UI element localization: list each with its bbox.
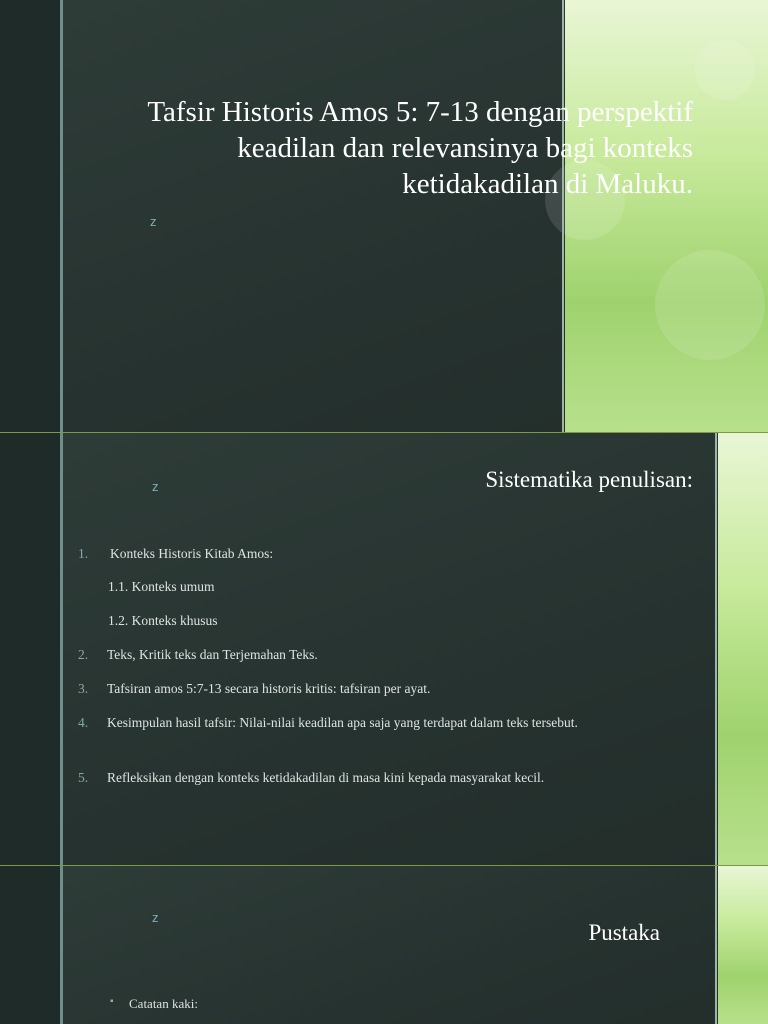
panel-divider-line [562,0,564,432]
z-mark: z [150,214,157,229]
green-side-panel [718,866,768,1024]
square-bullet-icon: ▪ [110,996,114,1007]
decor-circle [695,40,755,100]
list-text: Refleksikan dengan konteks ketidakadilan di masa kini kepada masyarakat kecil. [107,770,545,785]
list-text: Konteks Historis Kitab Amos: [110,546,274,561]
left-band [0,433,60,865]
panel-divider-line [715,866,717,1024]
list-number: 4. [78,715,89,730]
panel-divider-line [715,433,717,865]
list-number: 2. [78,647,89,662]
outline-heading: Sistematika penulisan: [485,467,693,492]
left-band [0,866,60,1024]
green-side-panel [565,0,768,432]
left-band [0,0,60,432]
list-number: 3. [78,681,89,696]
outline-slide [0,433,768,865]
decor-circle [655,250,765,360]
references-slide [0,866,768,1024]
green-side-panel [718,433,768,865]
z-mark: z [152,479,159,494]
list-text: Teks, Kritik teks dan Terjemahan Teks. [107,647,318,662]
list-text: 1.2. Konteks khusus [108,613,218,628]
references-heading: Pustaka [588,920,660,945]
bullet-text: Catatan kaki: [129,996,198,1011]
list-text: Tafsiran amos 5:7-13 secara historis kritis: tafsiran per ayat. [107,681,431,696]
list-text: 1.1. Konteks umum [108,579,215,594]
slide-title: Tafsir Historis Amos 5: 7-13 dengan perspektif keadilan dan relevansinya bagi konteks ketidakadilan di Maluku. [147,96,693,200]
title-slide [0,0,768,432]
list-number: 5. [78,770,89,785]
z-mark: z [152,910,159,925]
list-number: 1. [78,546,89,561]
list-item [78,712,638,756]
list-text: Kesimpulan hasil tafsir: Nilai-nilai keadilan apa saja yang terdapat dalam teks tersebut. [107,715,578,730]
